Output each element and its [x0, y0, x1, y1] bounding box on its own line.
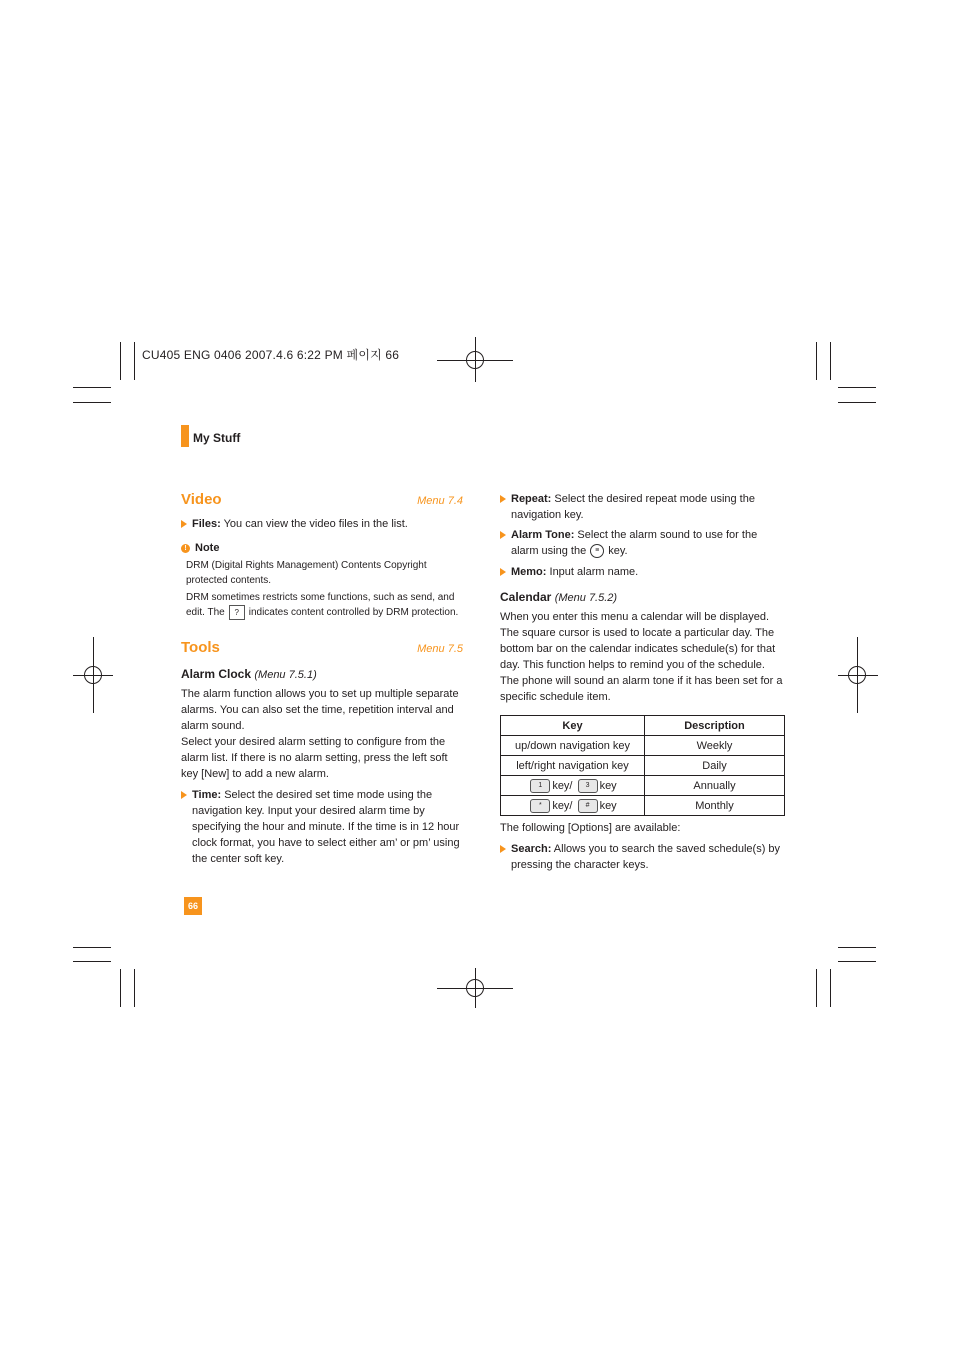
alarm-clock-heading — [181, 667, 463, 681]
bullet-arrow-icon — [181, 791, 187, 799]
table-cell-key — [501, 776, 645, 796]
repeat-label: Repeat: — [511, 493, 552, 505]
alarm-tone-text-a: Select the alarm sound to use for the alarm using the — [511, 529, 758, 557]
crop-mark — [838, 387, 876, 388]
tools-menu-ref: Menu 7.5 — [417, 643, 463, 655]
crop-mark — [838, 961, 876, 962]
section-title: My Stuff — [193, 431, 241, 445]
search-bullet — [500, 841, 785, 873]
alarm-tone-bullet — [500, 527, 785, 559]
crop-mark — [73, 961, 111, 962]
crop-mark — [134, 342, 135, 380]
crop-mark — [73, 947, 111, 948]
crop-mark — [134, 969, 135, 1007]
note-title: Note — [195, 542, 220, 554]
search-label: Search: — [511, 843, 552, 855]
key-3-icon: 3 — [578, 779, 598, 793]
key-text-b: key — [599, 779, 617, 792]
repeat-text: Select the desired repeat mode using the navigation key. — [511, 493, 755, 521]
crop-mark — [830, 969, 831, 1007]
calendar-title: Calendar — [500, 590, 552, 604]
page-number: 66 — [184, 897, 202, 915]
table-cell-description: Monthly — [645, 796, 785, 816]
print-header: CU405 ENG 0406 2007.4.6 6:22 PM 페이지 66 — [142, 348, 400, 362]
crop-mark — [838, 402, 876, 403]
calendar-heading — [500, 590, 785, 604]
crop-mark — [73, 387, 111, 388]
calendar-menu-ref: (Menu 7.5.2) — [554, 592, 618, 604]
crop-mark — [816, 969, 817, 1007]
options-text: The following [Options] are available: — [500, 822, 681, 834]
alarm-paragraph-1: The alarm function allows you to set up multiple separate alarms. You can also set the time, repetition interval and alarm sound. — [181, 688, 459, 732]
drm-icon: ? — [229, 605, 245, 620]
ok-key-icon: ≡ — [590, 544, 604, 558]
table-cell-description: Daily — [645, 756, 785, 776]
table-header-description: Description — [645, 716, 785, 736]
crop-mark — [120, 969, 121, 1007]
bullet-arrow-icon — [181, 520, 187, 528]
key-star-icon: * — [530, 799, 550, 813]
video-title: Video — [181, 491, 222, 508]
time-text: Select the desired set time mode using the navigation key. Input your desired alarm time by specifying the hour and minute. If the time is in 12 hour clock format, you have to select either am’ or pm’ using the center soft key. — [192, 789, 460, 865]
video-menu-ref: Menu 7.4 — [417, 495, 463, 507]
crop-mark — [73, 402, 111, 403]
files-label: Files: — [192, 518, 221, 530]
table-cell-key — [501, 796, 645, 816]
table-cell-key: up/down navigation key — [501, 736, 645, 756]
crop-mark — [120, 342, 121, 380]
crop-mark — [838, 947, 876, 948]
registration-mark — [848, 666, 866, 684]
bullet-arrow-icon — [500, 495, 506, 503]
repeat-bullet — [500, 491, 785, 523]
crop-mark — [816, 342, 817, 380]
time-bullet — [181, 787, 463, 867]
alarm-tone-label: Alarm Tone: — [511, 529, 575, 541]
table-cell-key: left/right navigation key — [501, 756, 645, 776]
calendar-paragraph: When you enter this menu a calendar will be displayed. The square cursor is used to locate a particular day. The bottom bar on the calendar indicates schedule(s) for that day. This function helps to remind you of the schedule. The phone will sound an alarm tone if it has been set for a specific schedule item. — [500, 611, 783, 703]
note-header — [181, 542, 463, 554]
bullet-arrow-icon — [500, 531, 506, 539]
key-hash-icon: # — [578, 799, 598, 813]
video-section — [181, 491, 463, 620]
table-row — [501, 796, 785, 816]
tools-title: Tools — [181, 639, 220, 656]
registration-mark — [466, 351, 484, 369]
note-text-2b: indicates content controlled by DRM protection. — [248, 607, 459, 619]
key-text-a: key/ — [552, 799, 573, 812]
registration-mark — [466, 979, 484, 997]
time-label: Time: — [192, 789, 222, 801]
alarm-clock-menu-ref: (Menu 7.5.1) — [254, 669, 317, 681]
right-column — [500, 491, 785, 873]
memo-text: Input alarm name. — [546, 566, 639, 578]
crop-mark — [830, 342, 831, 380]
key-1-icon: 1 — [530, 779, 550, 793]
note-text-1: DRM (Digital Rights Management) Contents Copyright protected contents. — [186, 560, 427, 586]
table-cell-description: Annually — [645, 776, 785, 796]
table-row — [501, 736, 785, 756]
note-text-2a: DRM sometimes restricts some functions, such as send, and edit. The — [186, 592, 455, 619]
alarm-clock-title: Alarm Clock — [181, 667, 252, 681]
search-text: Allows you to search the saved schedule(s) by pressing the character keys. — [511, 843, 781, 871]
calendar-key-table — [500, 715, 785, 816]
table-row — [501, 776, 785, 796]
key-text-b: key — [599, 799, 617, 812]
files-text: You can view the video files in the list. — [220, 518, 408, 530]
memo-bullet — [500, 564, 785, 580]
registration-mark — [84, 666, 102, 684]
note-text-2 — [181, 590, 466, 620]
alarm-tone-text-b: key. — [608, 545, 628, 557]
files-bullet — [181, 516, 463, 532]
section-bar — [181, 425, 189, 447]
key-text-a: key/ — [552, 779, 573, 792]
tools-section — [181, 639, 463, 867]
table-cell-description: Weekly — [645, 736, 785, 756]
alarm-paragraph-2: Select your desired alarm setting to configure from the alarm list. If there is no alarm setting, press the left soft key [New] to add a new alarm. — [181, 736, 448, 780]
table-header-row — [501, 716, 785, 736]
bullet-arrow-icon — [500, 568, 506, 576]
note-icon: ! — [181, 544, 190, 553]
memo-label: Memo: — [511, 566, 547, 578]
bullet-arrow-icon — [500, 845, 506, 853]
table-row — [501, 756, 785, 776]
table-header-key: Key — [501, 716, 645, 736]
